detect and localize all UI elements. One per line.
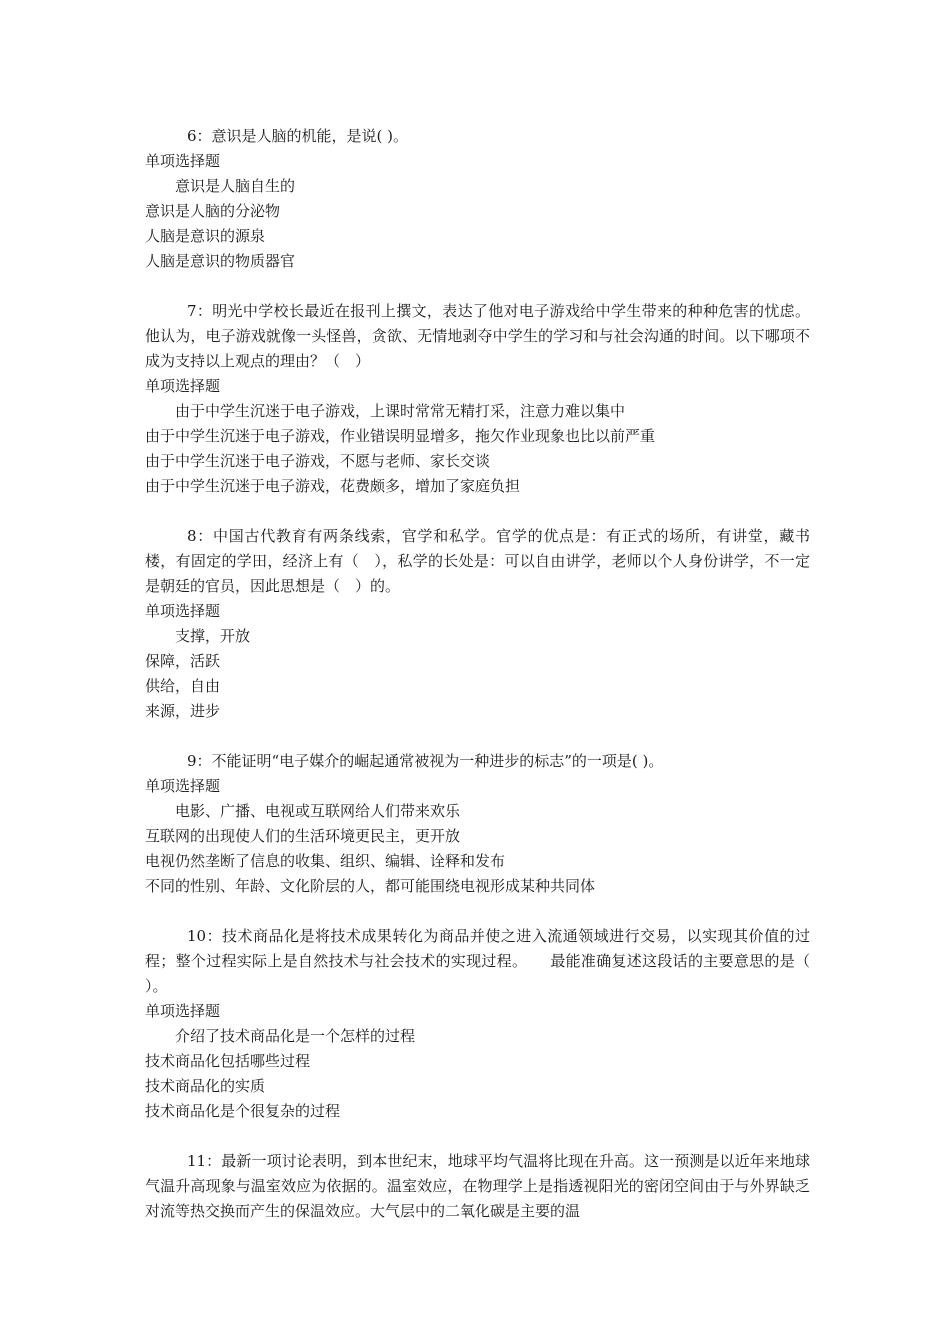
option-d: 来源，进步 <box>145 702 221 720</box>
question-type: 单项选择题 <box>145 777 221 795</box>
option-b: 意识是人脑的分泌物 <box>145 202 281 220</box>
option-c: 人脑是意识的源泉 <box>145 227 266 245</box>
question-6 <box>145 124 810 274</box>
option-d: 由于中学生沉迷于电子游戏，花费颇多，增加了家庭负担 <box>145 477 521 495</box>
question-stem: 10：技术商品化是将技术成果转化为商品并使之进入流通领域进行交易，以实现其价值的过程；整个过程实际上是自然技术与社会技术的实现过程。 最能准确复述这段话的主要意思的是（ ）。 <box>145 927 810 995</box>
option-b: 由于中学生沉迷于电子游戏，作业错误明显增多，拖欠作业现象也比以前严重 <box>145 427 656 445</box>
option-b: 互联网的出现使人们的生活环境更民主，更开放 <box>145 827 461 845</box>
document-page <box>145 124 810 1249</box>
option-b: 技术商品化包括哪些过程 <box>145 1052 311 1070</box>
question-8 <box>145 524 810 724</box>
question-stem: 6：意识是人脑的机能，是说( )。 <box>187 127 409 145</box>
option-c: 电视仍然垄断了信息的收集、组织、编辑、诠释和发布 <box>145 852 506 870</box>
question-9 <box>145 749 810 899</box>
question-7 <box>145 299 810 499</box>
question-type: 单项选择题 <box>145 602 221 620</box>
option-d: 不同的性别、年龄、文化阶层的人，都可能围绕电视形成某种共同体 <box>145 877 596 895</box>
question-type: 单项选择题 <box>145 152 221 170</box>
question-stem: 11：最新一项讨论表明，到本世纪末，地球平均气温将比现在升高。这一预测是以近年来地球气温升高现象与温室效应为依据的。温室效应，在物理学上是指透视阳光的密闭空间由于与外界缺乏对流等热交换而产生的保温效应。大气层中的二氧化碳是主要的温 <box>145 1152 810 1220</box>
option-a: 由于中学生沉迷于电子游戏，上课时常常无精打采，注意力难以集中 <box>175 402 626 420</box>
option-a: 意识是人脑自生的 <box>175 177 296 195</box>
question-stem: 8：中国古代教育有两条线索，官学和私学。官学的优点是：有正式的场所，有讲堂，藏书楼，有固定的学田，经济上有（ ），私学的长处是：可以自由讲学，老师以个人身份讲学，不一定是朝廷的官员，因此思想是（ ）的。 <box>145 527 810 595</box>
question-type: 单项选择题 <box>145 377 221 395</box>
question-stem: 9：不能证明“电子媒介的崛起通常被视为一种进步的标志”的一项是( )。 <box>187 752 664 770</box>
option-c: 由于中学生沉迷于电子游戏，不愿与老师、家长交谈 <box>145 452 491 470</box>
option-c: 供给，自由 <box>145 677 221 695</box>
option-c: 技术商品化的实质 <box>145 1077 266 1095</box>
question-type: 单项选择题 <box>145 1002 221 1020</box>
question-10 <box>145 924 810 1124</box>
option-d: 技术商品化是个很复杂的过程 <box>145 1102 341 1120</box>
option-a: 电影、广播、电视或互联网给人们带来欢乐 <box>175 802 461 820</box>
option-b: 保障，活跃 <box>145 652 221 670</box>
option-a: 支撑，开放 <box>175 627 251 645</box>
option-a: 介绍了技术商品化是一个怎样的过程 <box>175 1027 416 1045</box>
question-stem: 7：明光中学校长最近在报刊上撰文，表达了他对电子游戏给中学生带来的种种危害的忧虑。他认为，电子游戏就像一头怪兽，贪欲、无情地剥夺中学生的学习和与社会沟通的时间。以下哪项不成为支持以上观点的理由？（ ） <box>145 302 810 370</box>
question-11 <box>145 1149 810 1224</box>
option-d: 人脑是意识的物质器官 <box>145 252 296 270</box>
